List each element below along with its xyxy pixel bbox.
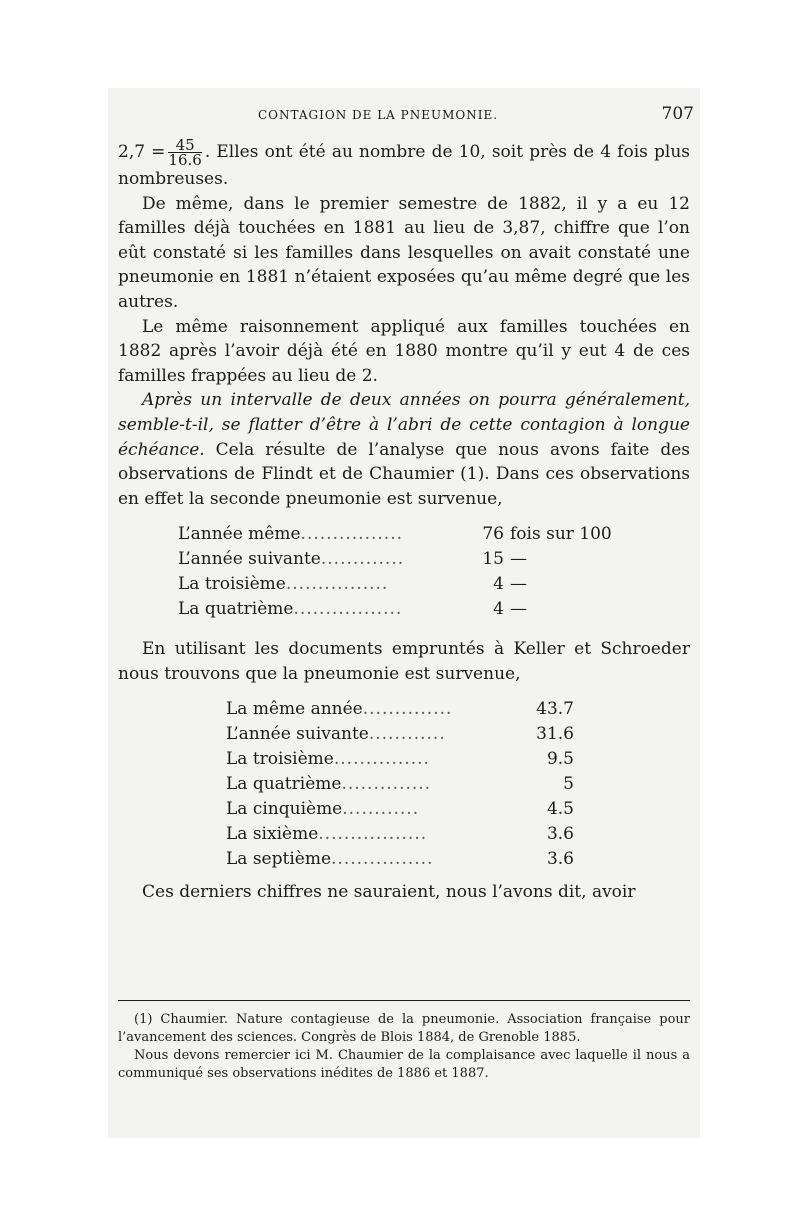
leader-dots: ............. [320,548,405,569]
table-row [226,697,574,722]
row-unit: — [510,598,527,619]
paragraph-1 [118,138,690,192]
footnote-1: (1) Chaumier. Nature contagieuse de la pneumonie. Association française pour l’avancement des sciences. Congrès de Blois 1884, de Grenoble 1885. [118,1012,690,1045]
table-row [178,546,612,571]
row-label: La quatrième [178,598,294,619]
paragraph-2: De même, dans le premier semestre de 1882, il y a eu 12 familles déjà touchées en 1881 au lieu de 3,87, chiffre que l’on eût constaté si les familles dans lesquelles on avait constaté une pneumonie en 1881 n’étaient exposées qu’au même degré que les autres. [118,193,690,312]
footnotes [118,1000,690,1083]
fraction-denominator: 16.6 [168,151,202,169]
row-value: 3.6 [546,848,574,869]
fraction [168,138,201,167]
leader-dots: ................ [300,523,404,544]
flindt-chaumier-table [178,521,612,621]
table-row [226,772,574,797]
paragraph-1-text: . Elles ont été au nombre de 10, soit près de 4 fois plus nombreuses. [118,142,690,189]
row-unit: — [510,573,527,594]
table-row [178,521,612,546]
row-label: L’année même [178,523,301,544]
table-row [226,722,574,747]
row-value: 4.5 [546,798,574,819]
leader-dots: .............. [362,698,453,719]
table-row [226,747,574,772]
leader-dots: ................ [285,573,389,594]
row-label: La cinquième [226,798,343,819]
formula-prefix: 2,7 = [118,142,166,162]
row-label: La même année [226,698,363,719]
paragraph-4 [118,388,690,511]
leader-dots: .............. [341,773,432,794]
row-label: L’année suivante [178,548,321,569]
row-label: L’année suivante [226,723,369,744]
leader-dots: ................ [331,848,434,869]
row-value: 9.5 [546,748,574,769]
row-value: 3.6 [546,823,574,844]
page-number: 707 [661,104,694,124]
paragraph-6: Ces derniers chiffres ne sauraient, nous l’avons dit, avoir [142,881,636,902]
page-header [108,104,700,128]
row-label: La troisième [178,573,286,594]
table-row [226,822,574,847]
leader-dots: ................. [318,823,428,844]
paragraph-4-text: Cela résulte de l’analyse que nous avons faite des observations de Flindt et de Chaumier (1). Dans ces observations en effet la seconde pneumonie est survenue, [118,439,690,509]
leader-dots: ............ [368,723,446,744]
table-row [178,571,612,596]
footnote-2: Nous devons remercier ici M. Chaumier de la complaisance avec laquelle il nous a communiqué ses observations inédites de 1886 et 1887. [118,1048,690,1081]
row-label: La quatrième [226,773,342,794]
table-row [226,847,574,872]
row-label: La troisième [226,748,334,769]
italic-statement: Après un intervalle de deux années on pourra généralement, semble-t-il, se flatter d’être à l’abri de cette contagion à longue échéance. [118,390,690,460]
fraction-numerator: 45 [168,138,201,153]
row-unit: fois sur 100 [510,523,612,544]
keller-schroeder-table [226,697,574,872]
row-value: 5 [563,773,574,794]
row-label: La sixième [226,823,319,844]
leader-dots: ................. [293,598,403,619]
row-unit: — [510,548,527,569]
row-value: 31.6 [536,723,574,744]
row-value: 76 [482,523,504,544]
row-value: 4 [493,598,504,619]
leader-dots: ............... [333,748,430,769]
row-value: 15 [482,548,504,569]
row-value: 43.7 [536,698,574,719]
table-row [226,797,574,822]
leader-dots: ............ [342,798,420,819]
paragraph-3: Le même raisonnement appliqué aux familles touchées en 1882 après l’avoir déjà été en 1880 montre qu’il y eut 4 de ces familles frappées au lieu de 2. [118,316,690,386]
running-title: CONTAGION DE LA PNEUMONIE. [258,108,499,122]
row-value: 4 [493,573,504,594]
table-row [178,596,612,621]
body-text [118,138,690,904]
book-page [108,88,700,1138]
row-label: La septième [226,848,332,869]
paragraph-5: En utilisant les documents empruntés à Keller et Schroeder nous trouvons que la pneumonie est survenue, [118,639,690,684]
